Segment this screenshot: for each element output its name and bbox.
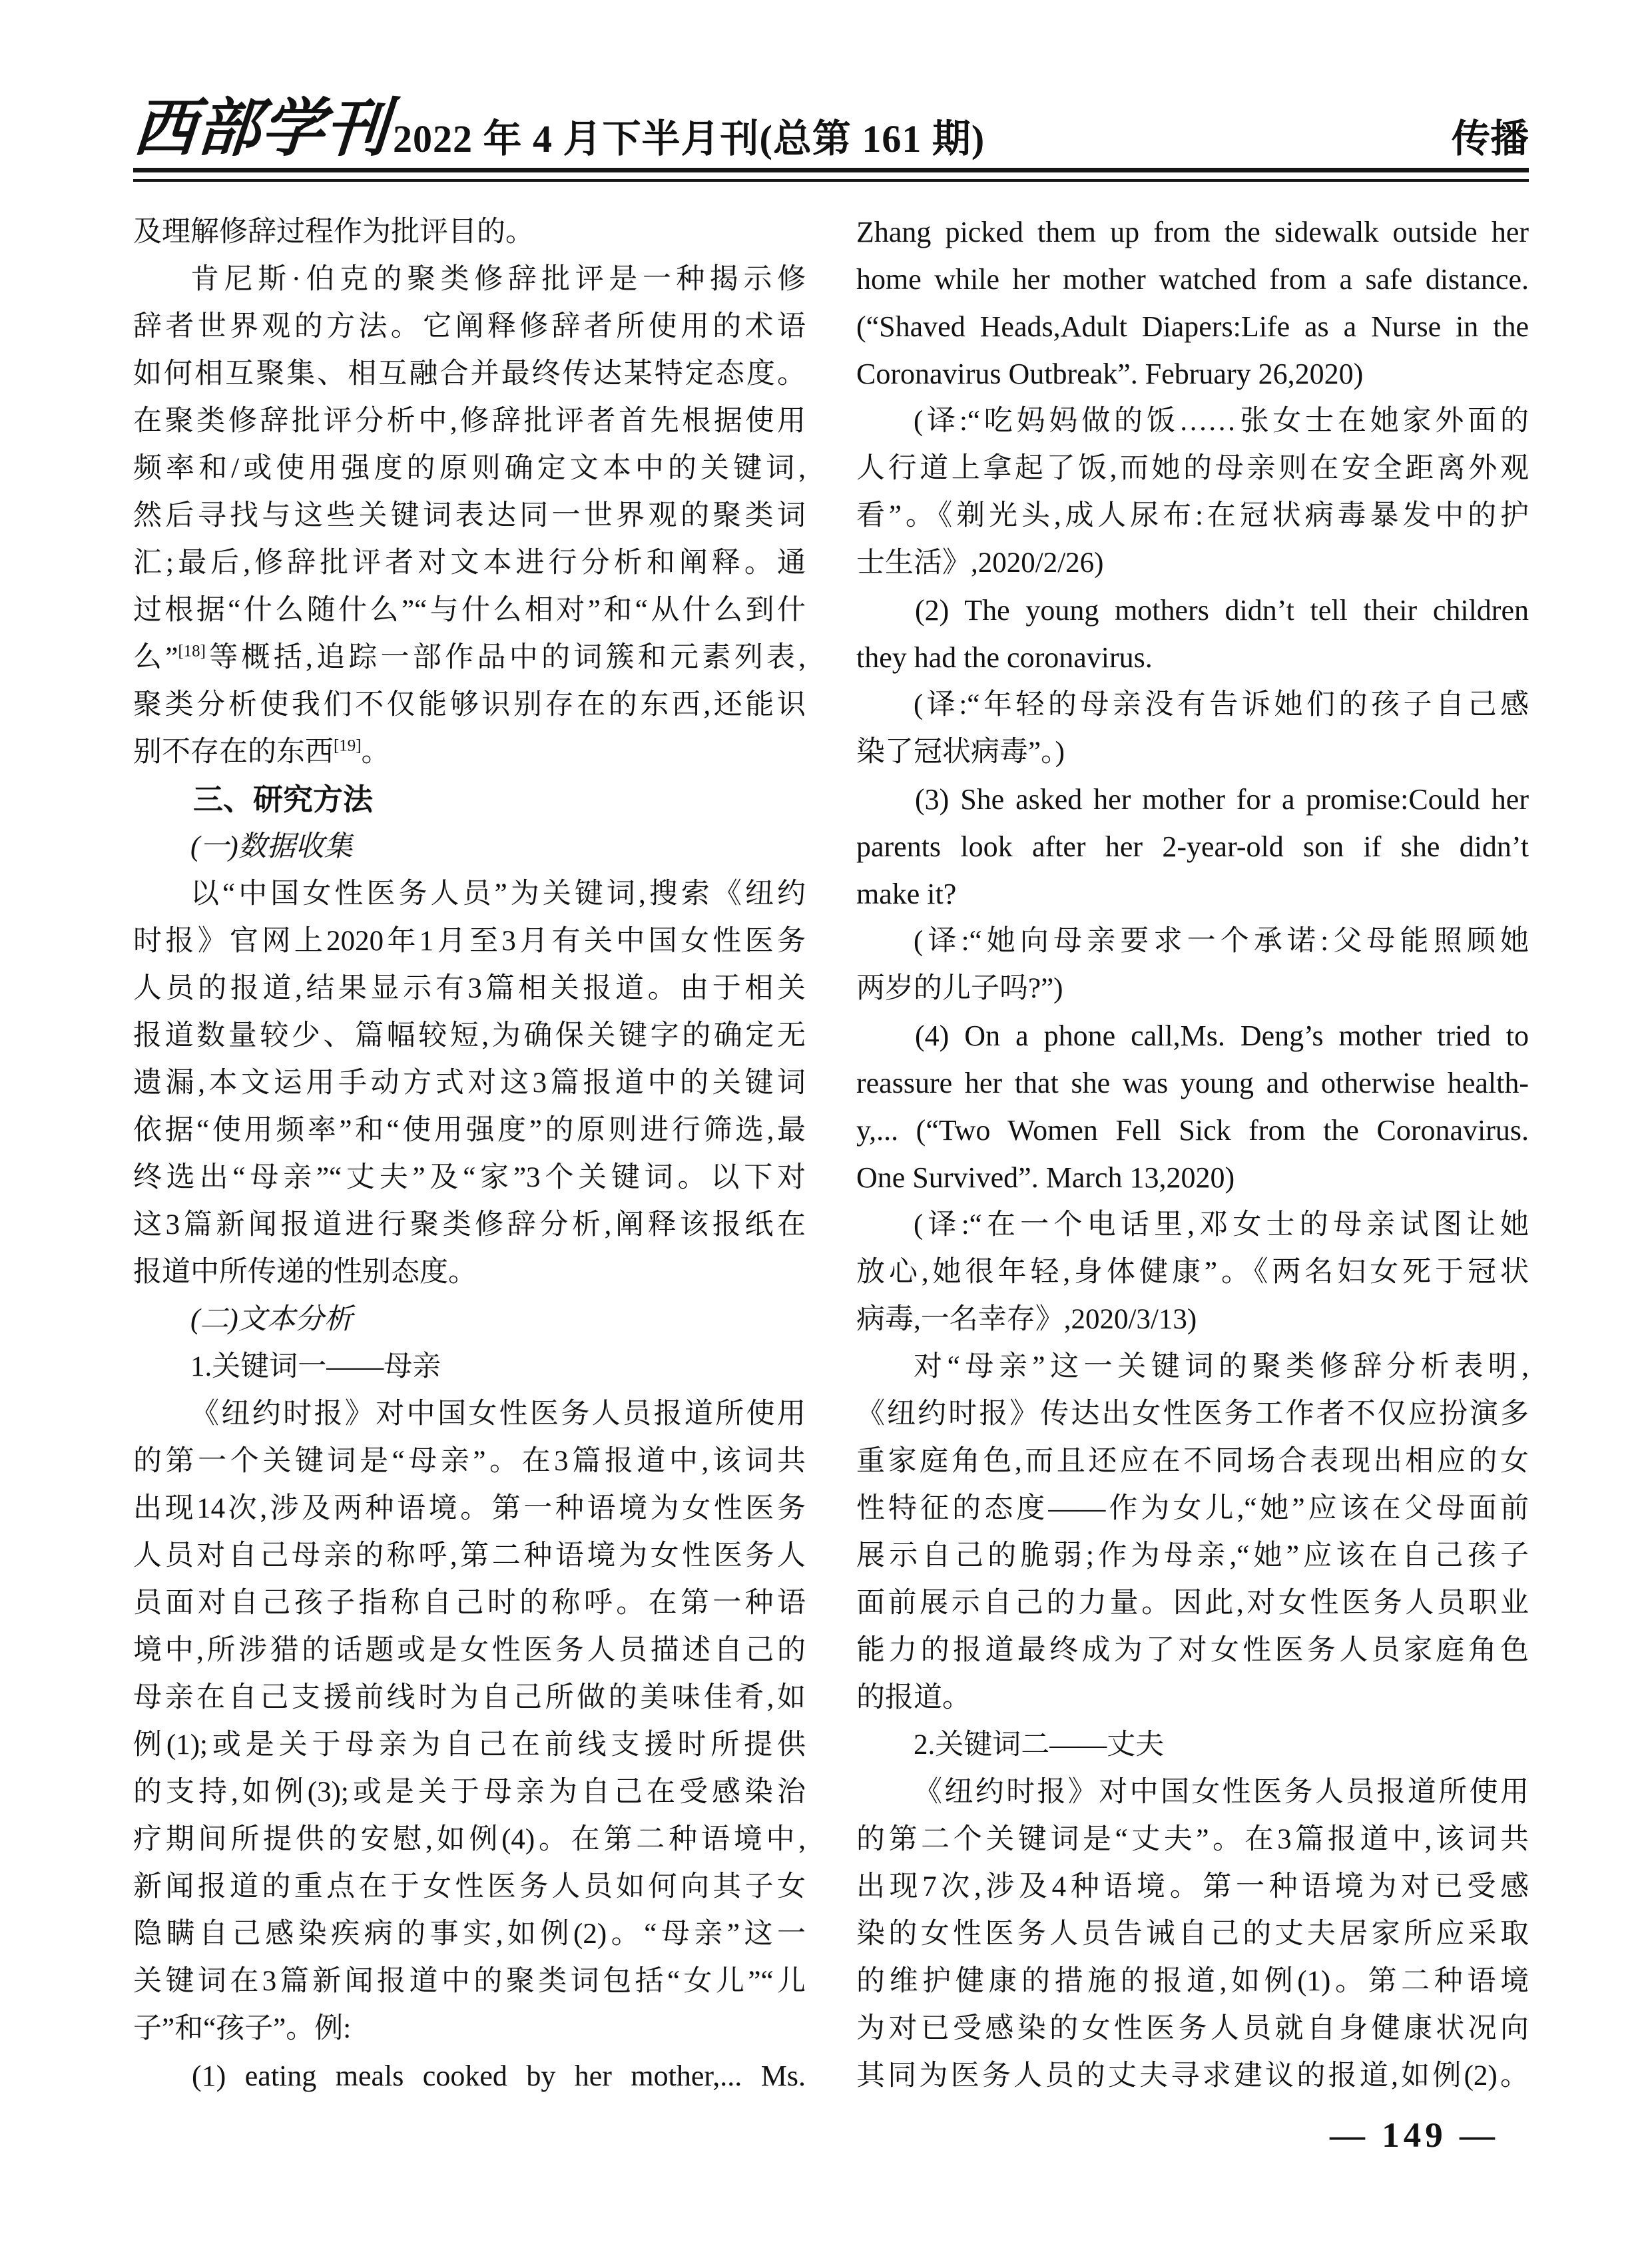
page-number: — 149 — <box>1330 2116 1499 2155</box>
journal-masthead <box>131 91 985 165</box>
text-line <box>856 1107 1529 1154</box>
text-line <box>133 1059 806 1107</box>
text-line <box>133 2052 806 2100</box>
page-footer <box>133 2115 1529 2155</box>
text-segment: 以“中国女性医务人员”为关键词,搜索《纽约 <box>190 878 806 910</box>
text-segment: 染的女性医务人员告诫自己的丈夫居家所应采取 <box>856 1918 1529 1950</box>
text-line <box>133 1910 806 1958</box>
text-line <box>133 1296 806 1343</box>
text-line <box>856 1343 1529 1390</box>
text-segment: 的维护健康的措施的报道,如例(1)。第二种语境 <box>856 1966 1529 1998</box>
text-line <box>856 728 1529 776</box>
text-line <box>856 2005 1529 2052</box>
text-segment: (译:“在一个电话里,邓女士的母亲试图让她 <box>914 1209 1529 1241</box>
text-segment: 母亲在自己支援前线时为自己所做的美味佳肴,如 <box>133 1682 806 1714</box>
journal-issue-info: 2022 年 4 月下半月刊(总第 161 期) <box>393 117 985 161</box>
text-line <box>856 1532 1529 1579</box>
text-segment: 的第二个关键词是“丈夫”。在3篇报道中,该词共 <box>856 1824 1529 1856</box>
text-segment: 子”和“孩子”。例: <box>133 2013 352 2045</box>
text-line <box>133 445 806 492</box>
text-line <box>856 870 1529 918</box>
text-line <box>856 1390 1529 1438</box>
text-line <box>856 1674 1529 1721</box>
text-segment: (译:“吃妈妈做的饭……张女士在她家外面的 <box>914 406 1529 437</box>
text-line <box>133 2005 806 2052</box>
section-label: 传播 <box>1451 117 1529 161</box>
text-segment: 关键词在3篇新闻报道中的聚类词包括“女儿”“儿 <box>133 1966 806 1998</box>
text-segment: 疗期间所提供的安慰,如例(4)。在第二种语境中, <box>133 1824 806 1856</box>
right-column <box>856 208 1529 2100</box>
text-line <box>856 2052 1529 2100</box>
text-line <box>133 1674 806 1721</box>
text-segment: 在聚类修辞批评分析中,修辞批评者首先根据使用 <box>133 406 806 437</box>
text-segment: 么” <box>133 642 178 674</box>
text-line <box>856 681 1529 728</box>
text-line <box>856 634 1529 681</box>
text-segment: reassure her that she was young and otherwise health- <box>856 1067 1529 1100</box>
reference-superscript: [19] <box>334 736 362 755</box>
text-segment: 病毒,一名幸存》,2020/3/13) <box>856 1304 1197 1336</box>
text-line <box>856 256 1529 303</box>
text-segment: 性特征的态度——作为女儿,“她”应该在父母面前 <box>856 1493 1529 1525</box>
text-segment: 等概括,追踪一部作品中的词簇和元素列表, <box>205 642 806 674</box>
text-segment: 人员的报道,结果显示有3篇相关报道。由于相关 <box>133 973 806 1005</box>
text-line <box>133 492 806 539</box>
text-line <box>856 1863 1529 1910</box>
text-segment: 展示自己的脆弱;作为母亲,“她”应该在自己孩子 <box>856 1540 1529 1572</box>
page-header <box>131 91 1529 165</box>
text-line <box>133 1627 806 1674</box>
text-segment: 能力的报道最终成为了对女性医务人员家庭角色 <box>856 1635 1529 1667</box>
text-line <box>133 208 806 256</box>
text-segment: 时报》官网上2020年1月至3月有关中国女性医务 <box>133 926 806 958</box>
text-line <box>856 1059 1529 1107</box>
text-segment: parents look after her 2-year-old son if she didn’t <box>856 830 1529 864</box>
text-line <box>133 350 806 398</box>
text-line <box>856 445 1529 492</box>
text-segment: 的支持,如例(3);或是关于母亲为自己在受感染治 <box>133 1777 806 1809</box>
text-line <box>133 1201 806 1249</box>
text-line <box>133 1154 806 1201</box>
text-line <box>133 1721 806 1769</box>
text-line <box>856 1627 1529 1674</box>
text-line <box>856 1296 1529 1343</box>
text-line <box>856 1249 1529 1296</box>
text-segment: 报道中所传递的性别态度。 <box>133 1257 477 1288</box>
reference-superscript: [18] <box>178 642 206 661</box>
text-segment: 遗漏,本文运用手动方式对这3篇报道中的关键词 <box>133 1067 806 1099</box>
text-segment: 染了冠状病毒”。) <box>856 736 1065 768</box>
text-segment: 其同为医务人员的丈夫寻求建议的报道,如例(2)。 <box>856 2060 1529 2092</box>
text-line <box>133 918 806 965</box>
text-segment: 终选出“母亲”“丈夫”及“家”3个关键词。以下对 <box>133 1162 806 1194</box>
text-line <box>133 1958 806 2005</box>
text-segment: 隐瞒自己感染疾病的事实,如例(2)。“母亲”这一 <box>133 1918 806 1950</box>
text-segment: 别不存在的东西 <box>133 736 334 768</box>
text-segment: 出现7次,涉及4种语境。第一种语境为对已受感 <box>856 1871 1529 1903</box>
text-line <box>133 1579 806 1627</box>
text-line <box>856 1816 1529 1863</box>
text-segment: 放心,她很年轻,身体健康”。《两名妇女死于冠状 <box>856 1257 1529 1288</box>
text-segment: 2.关键词二——丈夫 <box>914 1729 1165 1761</box>
text-line <box>856 1769 1529 1816</box>
text-line <box>856 965 1529 1012</box>
text-line <box>133 1769 806 1816</box>
text-segment: 的报道。 <box>856 1682 971 1714</box>
text-line <box>133 1816 806 1863</box>
text-line <box>856 1438 1529 1485</box>
text-segment: 三、研究方法 <box>193 782 374 817</box>
text-segment: (译:“年轻的母亲没有告诉她们的孩子自己感 <box>914 689 1529 721</box>
text-line <box>133 728 806 776</box>
journal-logo: 西部学刊 <box>131 91 392 165</box>
text-line <box>133 1485 806 1532</box>
text-segment: 频率和/或使用强度的原则确定文本中的关键词, <box>133 453 806 485</box>
text-segment: Zhang picked them up from the sidewalk outside her <box>856 216 1529 249</box>
text-segment: 境中,所涉猎的话题或是女性医务人员描述自己的 <box>133 1635 806 1667</box>
text-line <box>856 823 1529 870</box>
text-line <box>133 587 806 634</box>
text-segment: home while her mother watched from a safe distance. <box>856 263 1529 296</box>
text-segment: 依据“使用频率”和“使用强度”的原则进行筛选,最 <box>133 1115 806 1147</box>
text-segment: 人行道上拿起了饭,而她的母亲则在安全距离外观 <box>856 453 1529 485</box>
header-divider <box>133 168 1529 182</box>
text-line <box>133 303 806 350</box>
text-segment: 例(1);或是关于母亲为自己在前线支援时所提供 <box>133 1729 806 1761</box>
text-segment: (3) She asked her mother for a promise:Could her <box>915 783 1529 816</box>
text-segment: 士生活》,2020/2/26) <box>856 547 1104 579</box>
text-segment: 人员对自己母亲的称呼,第二种语境为女性医务人 <box>133 1540 806 1572</box>
text-line <box>856 918 1529 965</box>
text-segment: (“Shaved Heads,Adult Diapers:Life as a Nurse in the <box>856 310 1529 344</box>
text-segment: 为对已受感染的女性医务人员就自身健康状况向 <box>856 2013 1529 2045</box>
text-segment: 看”。《剃光头,成人尿布:在冠状病毒暴发中的护 <box>856 500 1529 532</box>
text-line <box>133 965 806 1012</box>
text-line <box>856 587 1529 634</box>
text-segment: 。 <box>361 736 390 768</box>
text-line <box>856 539 1529 587</box>
text-line <box>133 776 806 823</box>
text-segment: 员面对自己孩子指称自己时的称呼。在第一种语 <box>133 1587 806 1619</box>
text-segment: 如何相互聚集、相互融合并最终传达某特定态度。 <box>133 358 806 390</box>
text-line <box>133 256 806 303</box>
text-segment: 面前展示自己的力量。因此,对女性医务人员职业 <box>856 1587 1529 1619</box>
text-line <box>133 1532 806 1579</box>
text-line <box>856 350 1529 398</box>
left-column <box>133 208 806 2100</box>
article-body <box>133 208 1529 2100</box>
text-segment: 出现14次,涉及两种语境。第一种语境为女性医务 <box>133 1493 806 1525</box>
text-line <box>856 1012 1529 1059</box>
text-line <box>856 492 1529 539</box>
text-segment: 聚类分析使我们不仅能够识别存在的东西,还能识 <box>133 689 806 721</box>
text-segment: 及理解修辞过程作为批评目的。 <box>133 216 534 248</box>
text-segment: (二)文本分析 <box>190 1304 353 1336</box>
text-line <box>856 1201 1529 1249</box>
text-line <box>133 1249 806 1296</box>
text-segment: make it? <box>856 878 957 911</box>
text-line <box>133 823 806 870</box>
text-segment: 辞者世界观的方法。它阐释修辞者所使用的术语 <box>133 311 806 343</box>
text-line <box>856 398 1529 445</box>
text-segment: 然后寻找与这些关键词表达同一世界观的聚类词 <box>133 500 806 532</box>
text-segment: 《纽约时报》对中国女性医务人员报道所使用 <box>914 1777 1529 1809</box>
text-segment: (2) The young mothers didn’t tell their children <box>915 594 1529 627</box>
text-line <box>133 1438 806 1485</box>
text-segment: One Survived”. March 13,2020) <box>856 1161 1235 1195</box>
text-line <box>856 208 1529 256</box>
text-line <box>133 681 806 728</box>
text-segment: 汇;最后,修辞批评者对文本进行分析和阐释。通 <box>133 547 806 579</box>
text-segment: (1) eating meals cooked by her mother,... Ms. <box>192 2060 806 2093</box>
text-line <box>133 1107 806 1154</box>
text-line <box>133 1863 806 1910</box>
text-line <box>133 1390 806 1438</box>
text-line <box>133 634 806 681</box>
text-segment: 两岁的儿子吗?”) <box>856 973 1063 1005</box>
text-segment: 肯尼斯·伯克的聚类修辞批评是一种揭示修 <box>190 264 806 296</box>
text-segment: (4) On a phone call,Ms. Deng’s mother tried to <box>915 1019 1529 1053</box>
text-line <box>856 1958 1529 2005</box>
text-segment: 《纽约时报》对中国女性医务人员报道所使用 <box>190 1398 806 1430</box>
text-line <box>856 1485 1529 1532</box>
text-segment: 1.关键词一——母亲 <box>190 1351 441 1383</box>
text-segment: 过根据“什么随什么”“与什么相对”和“从什么到什 <box>133 595 806 627</box>
text-segment: 对“母亲”这一关键词的聚类修辞分析表明, <box>914 1351 1529 1383</box>
text-segment: (译:“她向母亲要求一个承诺:父母能照顾她 <box>914 926 1529 958</box>
text-line <box>856 1579 1529 1627</box>
text-line <box>133 870 806 918</box>
text-segment: 《纽约时报》传达出女性医务工作者不仅应扮演多 <box>856 1398 1529 1430</box>
text-segment: y,... (“Two Women Fell Sick from the Coronavirus. <box>856 1114 1529 1147</box>
text-line <box>133 539 806 587</box>
text-segment: (一)数据收集 <box>190 831 353 863</box>
text-segment: they had the coronavirus. <box>856 641 1153 675</box>
text-line <box>133 1012 806 1059</box>
text-line <box>133 398 806 445</box>
text-segment: 这3篇新闻报道进行聚类修辞分析,阐释该报纸在 <box>133 1209 806 1241</box>
text-line <box>856 1910 1529 1958</box>
text-segment: 的第一个关键词是“母亲”。在3篇报道中,该词共 <box>133 1446 806 1478</box>
text-line <box>856 776 1529 823</box>
text-segment: 报道数量较少、篇幅较短,为确保关键字的确定无 <box>133 1020 806 1052</box>
text-line <box>133 1343 806 1390</box>
text-segment: 重家庭角色,而且还应在不同场合表现出相应的女 <box>856 1446 1529 1478</box>
text-line <box>856 1154 1529 1201</box>
text-line <box>856 303 1529 350</box>
text-line <box>856 1721 1529 1769</box>
text-segment: Coronavirus Outbreak”. February 26,2020) <box>856 358 1364 391</box>
text-segment: 新闻报道的重点在于女性医务人员如何向其子女 <box>133 1871 806 1903</box>
